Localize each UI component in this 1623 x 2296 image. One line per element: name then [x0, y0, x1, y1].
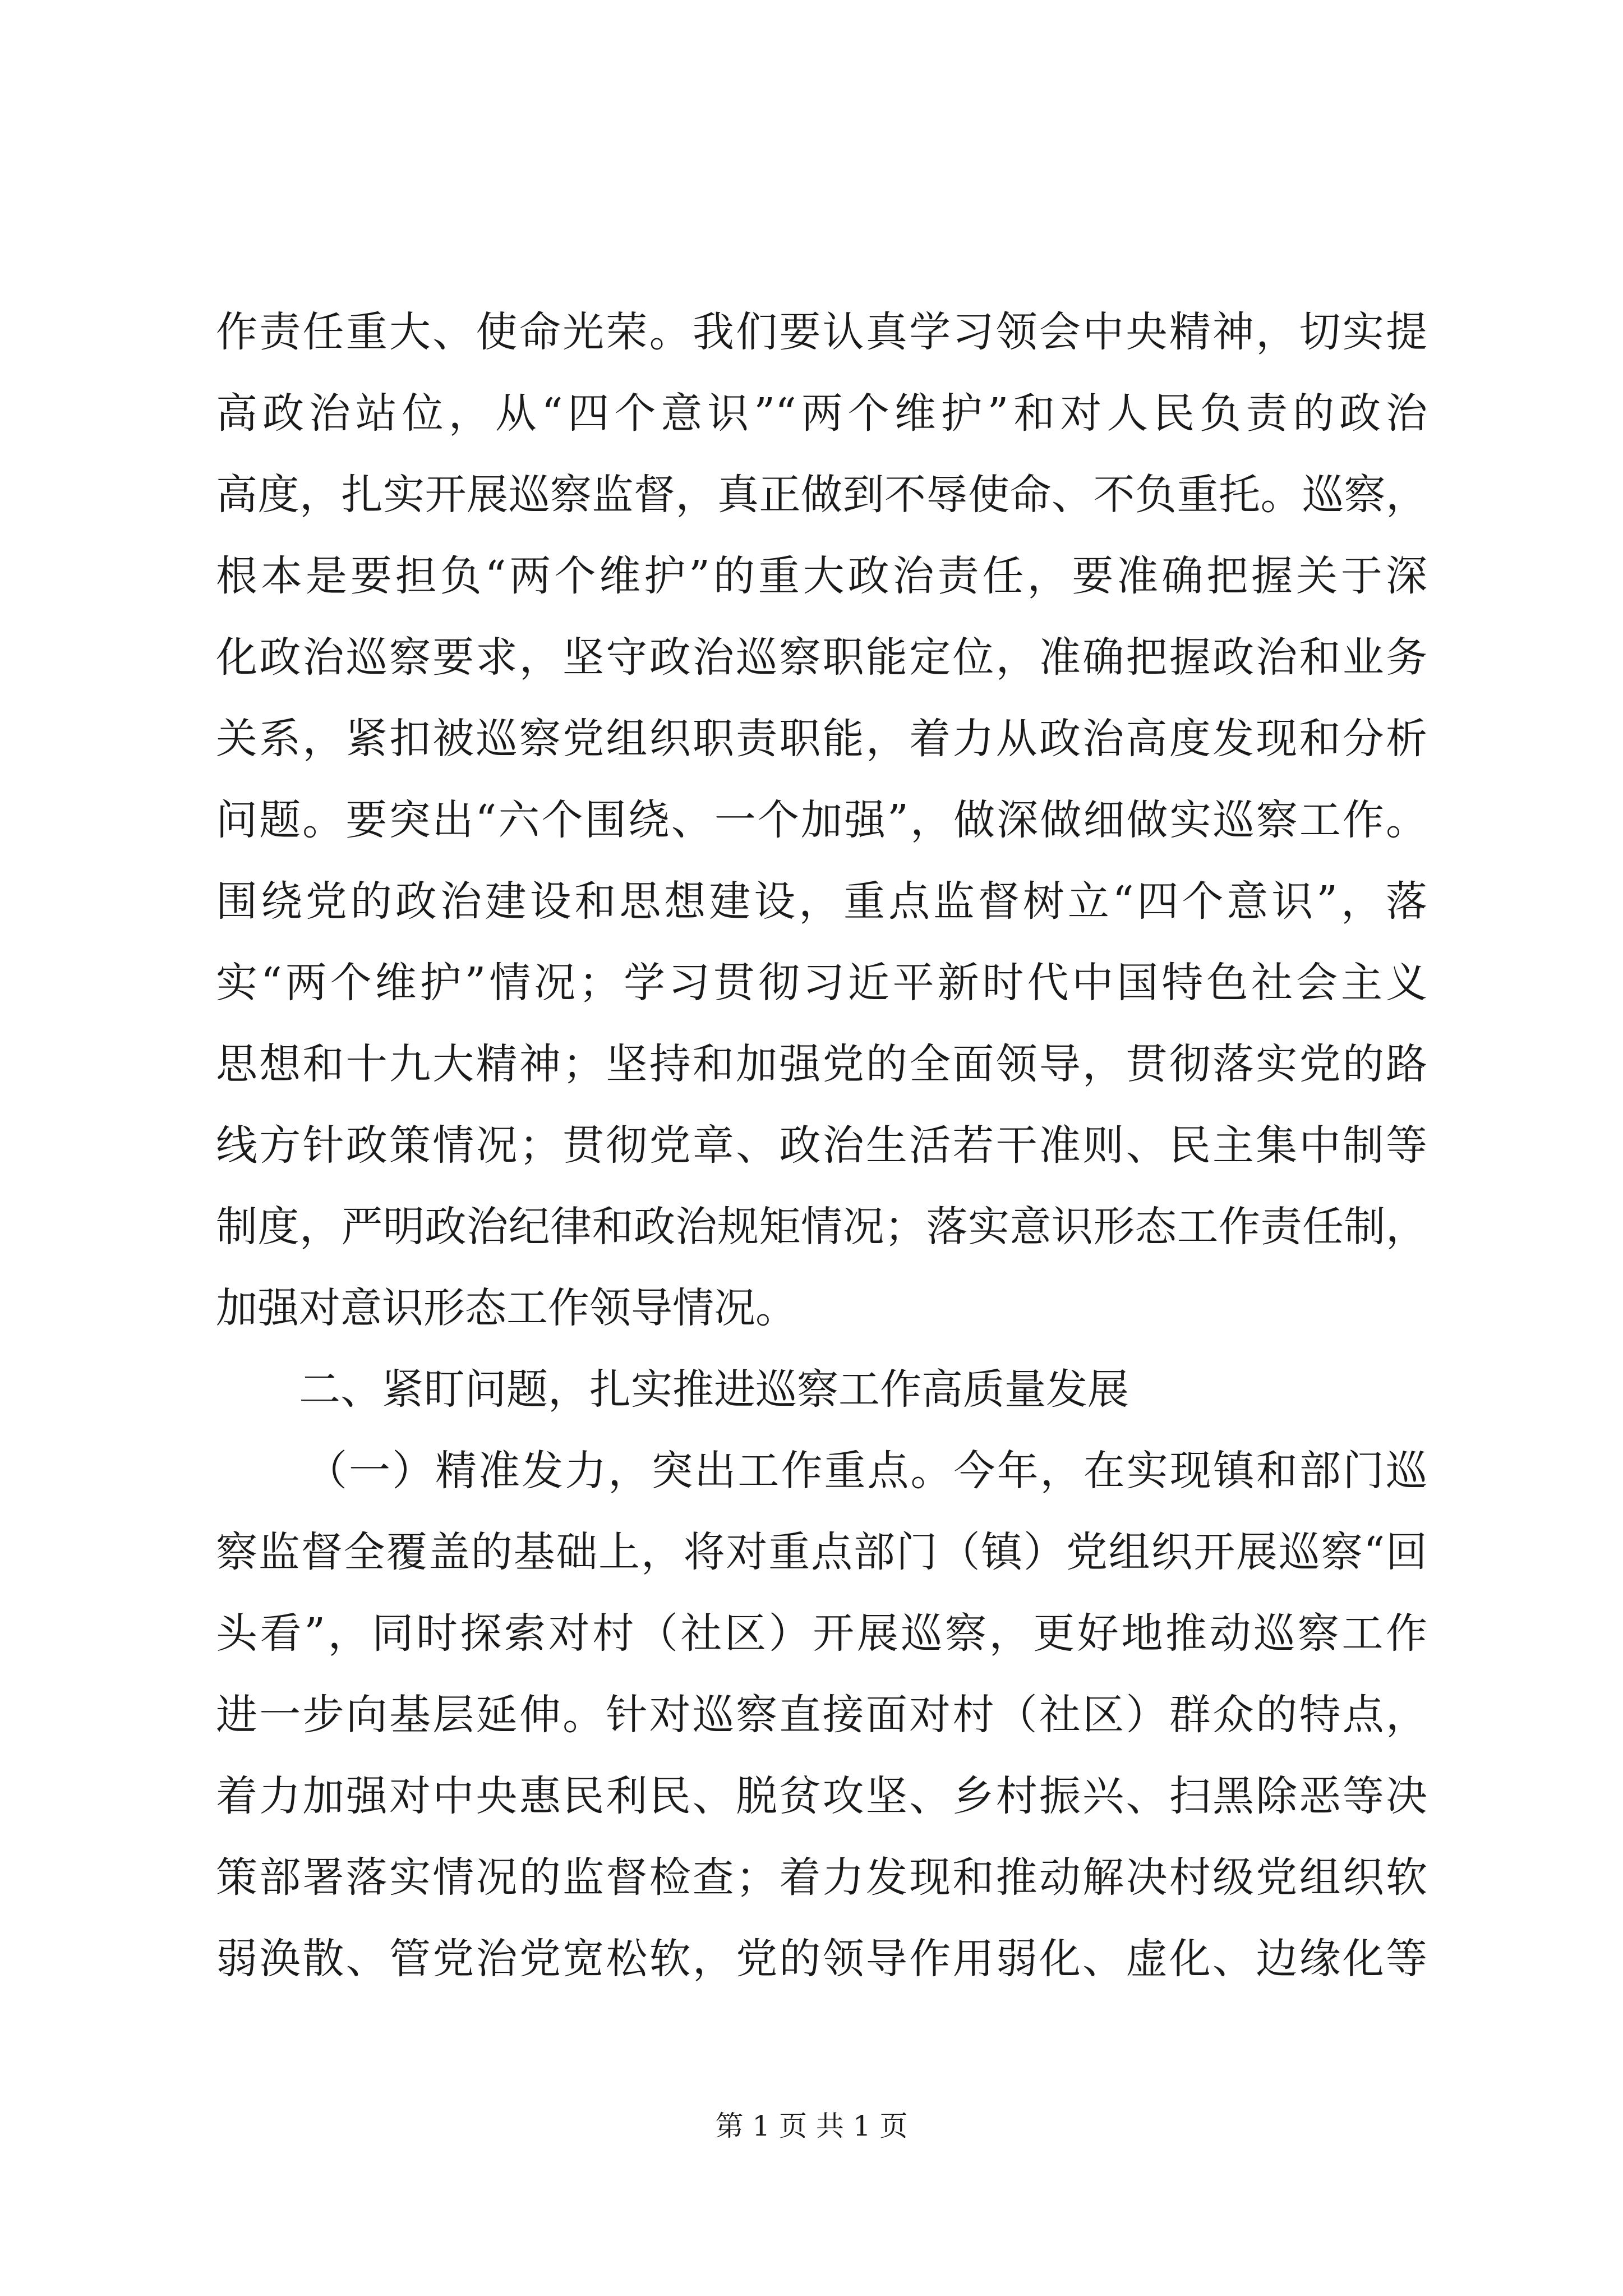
body-line: 线方针政策情况；贯彻党章、政治生活若干准则、民主集中制等 — [216, 1121, 1427, 1170]
body-line: 策部署落实情况的监督检查；着力发现和推动解决村级党组织软 — [216, 1853, 1427, 1902]
body-line: 思想和十九大精神；坚持和加强党的全面领导，贯彻落实党的路 — [216, 1040, 1427, 1088]
body-line: 着力加强对中央惠民利民、脱贫攻坚、乡村振兴、扫黑除恶等决 — [216, 1772, 1427, 1820]
body-line: 头看”，同时探索对村（社区）开展巡察，更好地推动巡察工作 — [216, 1609, 1427, 1658]
body-line: 作责任重大、使命光荣。我们要认真学习领会中央精神，切实提 — [216, 308, 1427, 356]
body-line: 化政治巡察要求，坚守政治巡察职能定位，准确把握政治和业务 — [216, 633, 1427, 682]
body-line: 实“两个维护”情况；学习贯彻习近平新时代中国特色社会主义 — [216, 959, 1427, 1007]
body-line: 弱涣散、管党治党宽松软，党的领导作用弱化、虚化、边缘化等 — [216, 1935, 1427, 1983]
body-line: 加强对意识形态工作领导情况。 — [216, 1284, 797, 1332]
page-footer — [0, 2106, 1623, 2146]
body-line: 进一步向基层延伸。针对巡察直接面对村（社区）群众的特点， — [216, 1691, 1427, 1739]
body-line: 高度，扎实开展巡察监督，真正做到不辱使命、不负重托。巡察， — [216, 471, 1427, 519]
body-line: 察监督全覆盖的基础上，将对重点部门（镇）党组织开展巡察“回 — [216, 1528, 1427, 1576]
document-body — [216, 292, 1427, 2000]
body-line: 高政治站位，从“四个意识”“两个维护”和对人民负责的政治 — [216, 389, 1427, 438]
section-heading: 二、紧盯问题，扎实推进巡察工作高质量发展 — [299, 1365, 1129, 1414]
body-line: 制度，严明政治纪律和政治规矩情况；落实意识形态工作责任制， — [216, 1203, 1427, 1251]
body-line: 根本是要担负“两个维护”的重大政治责任，要准确把握关于深 — [216, 552, 1427, 600]
body-line: 问题。要突出“六个围绕、一个加强”，做深做细做实巡察工作。 — [216, 796, 1427, 844]
subsection-heading-line: （一）精准发力，突出工作重点。今年，在实现镇和部门巡 — [306, 1447, 1427, 1495]
body-line: 关系，紧扣被巡察党组织职责职能，着力从政治高度发现和分析 — [216, 715, 1427, 763]
body-line: 围绕党的政治建设和思想建设，重点监督树立“四个意识”，落 — [216, 877, 1427, 926]
page-number: 第 1 页 共 1 页 — [715, 2110, 908, 2142]
